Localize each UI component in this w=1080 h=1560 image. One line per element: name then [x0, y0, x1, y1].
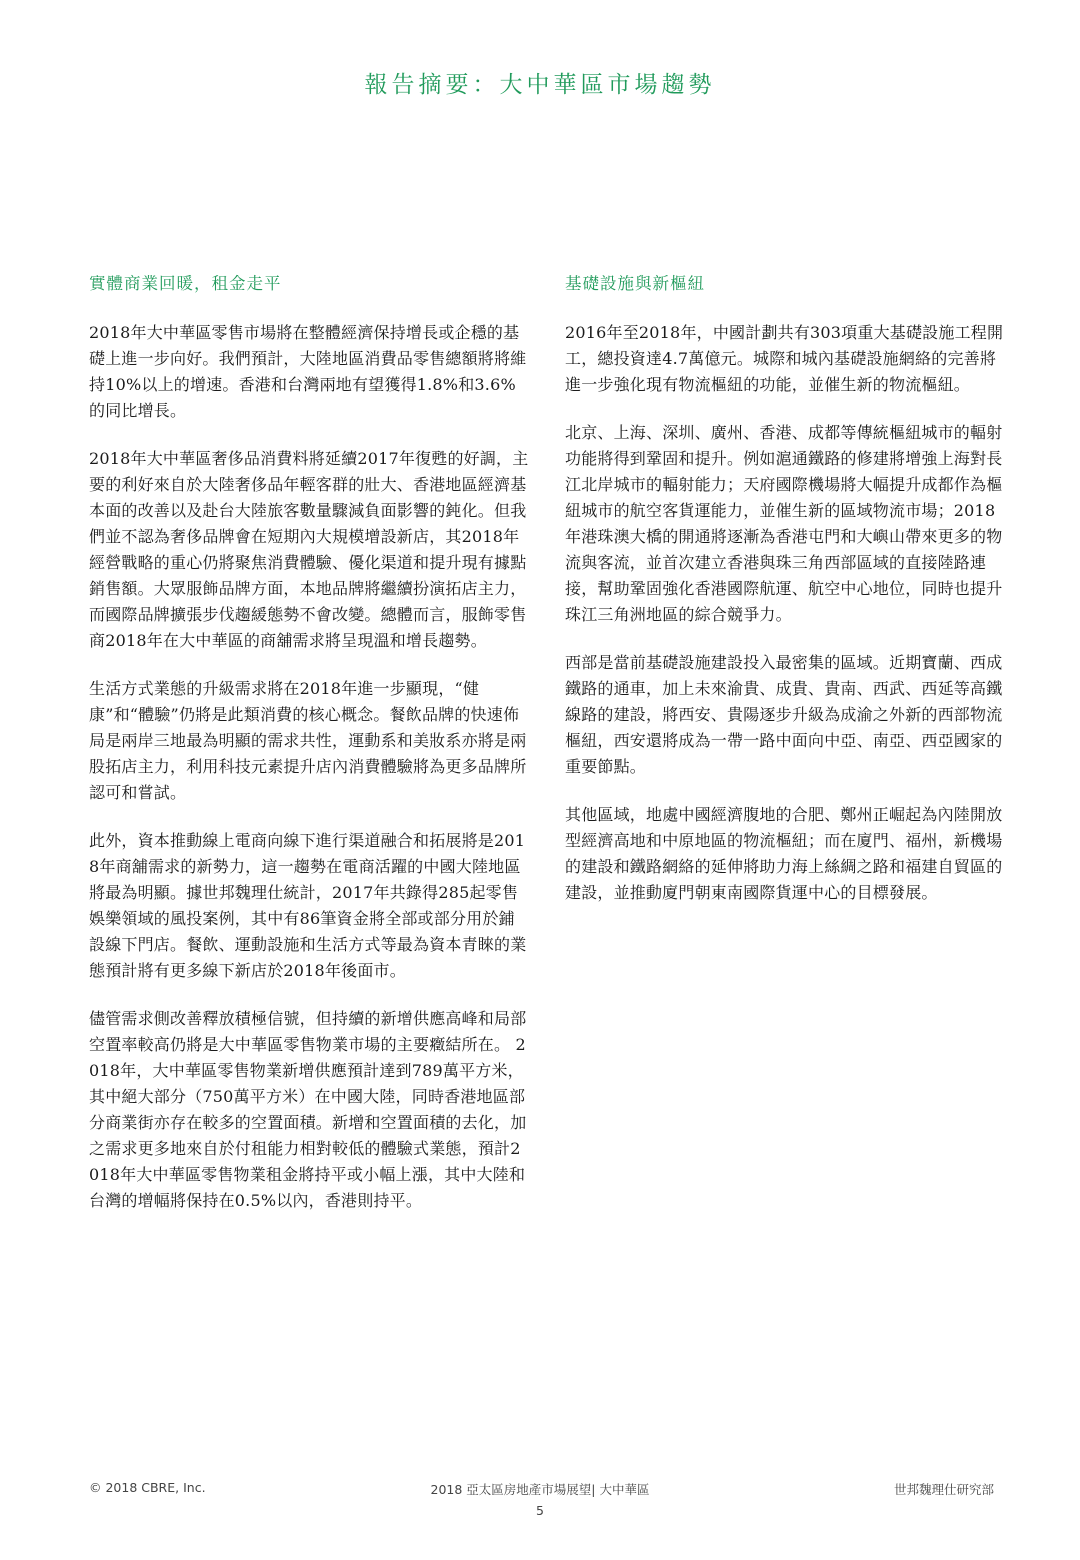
paragraph: 生活方式業態的升級需求將在2018年進一步顯現，“健康”和“體驗”仍將是此類消費的核心概念。餐飲品牌的快速佈局是兩岸三地最為明顯的需求共性，運動系和美妝系亦將是兩股拓店主力，利用科技元素提升店內消費體驗將為更多品牌所認可和嘗試。 — [89, 679, 527, 802]
footer-copyright: © 2018 CBRE, Inc. — [89, 1480, 206, 1495]
paragraph: 2016年至2018年，中國計劃共有303項重大基礎設施工程開工，總投資達4.7萬億元。城際和城內基礎設施網絡的完善將進一步強化現有物流樞紐的功能，並催生新的物流樞紐。 — [565, 323, 1004, 394]
paragraph: 其他區域，地處中國經濟腹地的合肥、鄭州正崛起為內陸開放型經濟高地和中原地區的物流樞紐；而在廈門、福州，新機場的建設和鐵路網絡的延伸將助力海上絲綢之路和福建自貿區的建設，並推動廈門朝東南國際貨運中心的目標發展。 — [565, 805, 1003, 902]
paragraph: 此外，資本推動線上電商向線下進行渠道融合和拓展將是2018年商舖需求的新勢力，這一趨勢在電商活躍的中國大陸地區將最為明顯。據世邦魏理仕統計，2017年共錄得285起零售娛樂領域的風投案例，其中有86筆資金將全部或部分用於鋪設線下門店。餐飲、運動設施和生活方式等最為資本青睞的業態預計將有更多線下新店於2018年後面市。 — [89, 831, 527, 980]
paragraph: 儘管需求側改善釋放積極信號，但持續的新增供應高峰和局部空置率較高仍將是大中華區零售物業市場的主要癥結所在。 2018年，大中華區零售物業新增供應預計達到789萬平方米，其中絕大部分（750萬平方米）在中國大陸，同時香港地區部分商業街亦存在較多的空置面積。新增和空置面積的去化，加之需求更多地來自於付租能力相對較低的體驗式業態，預計2018年大中華區零售物業租金將持平或小幅上漲，其中大陸和台灣的增幅將保持在0.5%以內，香港則持平。 — [89, 1009, 527, 1210]
right-column — [565, 270, 1005, 928]
section-heading-retail: 實體商業回暖，租金走平 — [89, 274, 282, 293]
left-column — [89, 270, 529, 1236]
page-number: 5 — [536, 1503, 544, 1518]
section-heading-infrastructure: 基礎設施與新樞紐 — [565, 274, 705, 293]
page-title: 報告摘要：大中華區市場趨勢 — [364, 72, 716, 98]
paragraph: 2018年大中華區奢侈品消費料將延續2017年復甦的好調，主要的利好來自於大陸奢侈品年輕客群的壯大、香港地區經濟基本面的改善以及赴台大陸旅客數量驟減負面影響的鈍化。但我們並不認為奢侈品牌會在短期內大規模增設新店，其2018年經營戰略的重心仍將聚焦消費體驗、優化渠道和提升現有據點銷售額。大眾服飾品牌方面，本地品牌將繼續扮演拓店主力，而國際品牌擴張步伐趨緩態勢不會改變。總體而言，服飾零售商2018年在大中華區的商舖需求將呈現溫和增長趨勢。 — [89, 449, 529, 650]
paragraph: 2018年大中華區零售市場將在整體經濟保持增長或企穩的基礎上進一步向好。我們預計，大陸地區消費品零售總額將將維持10%以上的增速。香港和台灣兩地有望獲得1.8%和3.6%的同比增長。 — [89, 323, 527, 420]
footer-report-title: 2018 亞太區房地產市場展望| 大中華區 — [430, 1482, 650, 1497]
paragraph: 西部是當前基礎設施建設投入最密集的區域。近期寶蘭、西成鐵路的通車，加上未來渝貴、成貴、貴南、西武、西延等高鐵線路的建設，將西安、貴陽逐步升級為成渝之外新的西部物流樞紐，西安還將成為一帶一路中面向中亞、南亞、西亞國家的重要節點。 — [565, 653, 1003, 776]
paragraph: 北京、上海、深圳、廣州、香港、成都等傳統樞紐城市的輻射功能將得到鞏固和提升。例如滬通鐵路的修建將增強上海對長江北岸城市的輻射能力；天府國際機場將大幅提升成都作為樞紐城市的航空客貨運能力，並催生新的區域物流市場；2018年港珠澳大橋的開通將逐漸為香港屯門和大嶼山帶來更多的物流與客流，並首次建立香港與珠三角西部區域的直接陸路連接，幫助鞏固強化香港國際航運、航空中心地位，同時也提升珠江三角洲地區的綜合競爭力。 — [565, 423, 1003, 624]
footer-department: 世邦魏理仕研究部 — [893, 1482, 994, 1497]
